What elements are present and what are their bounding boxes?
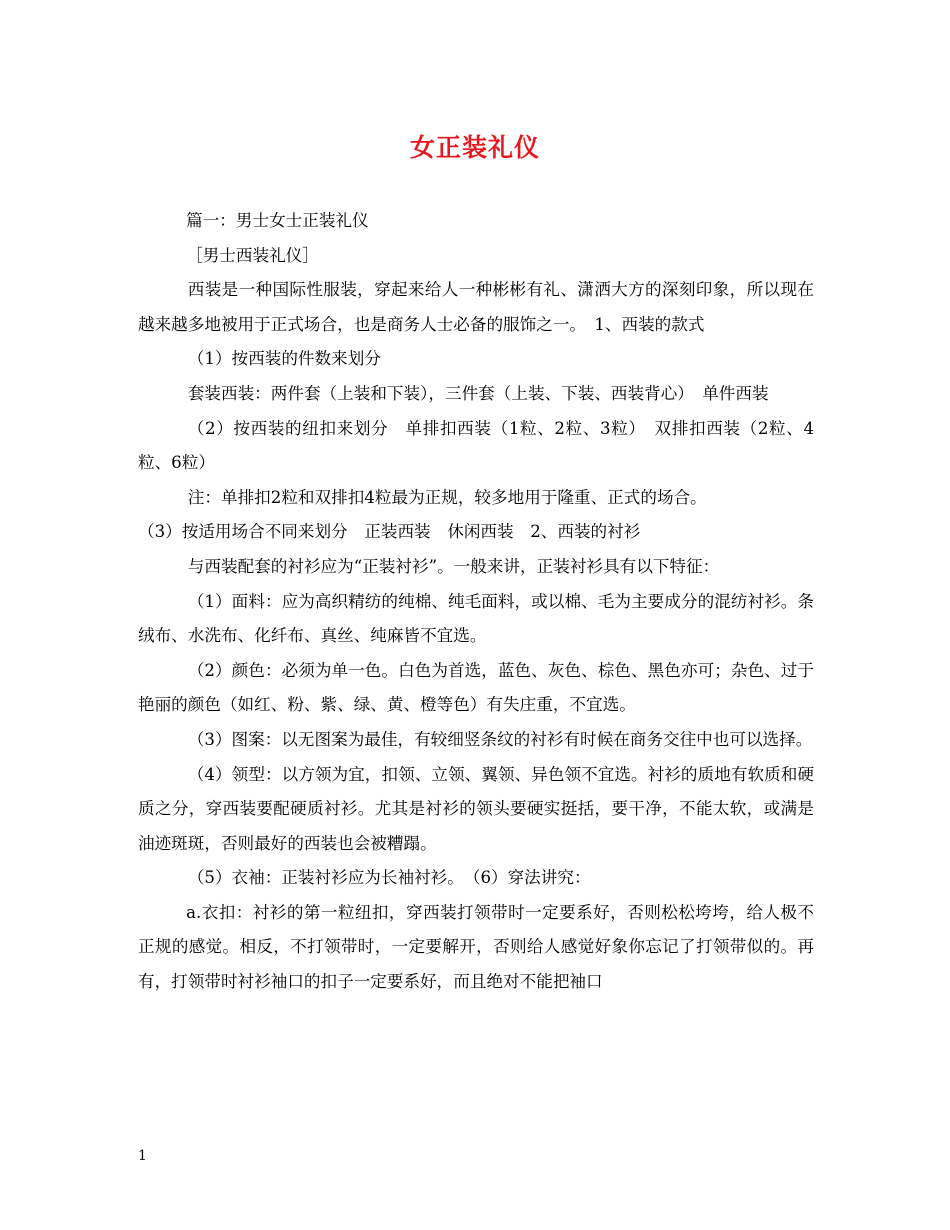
- paragraph: ［男士西装礼仪］: [186, 245, 319, 265]
- paragraph: 篇一：男士女士正装礼仪: [186, 211, 369, 230]
- paragraph: （1）面料：应为高织精纺的纯棉、纯毛面料，或以棉、毛为主要成分的混纺衬衫。条绒布、水洗布、化纤布、真丝、纯麻皆不宜选。: [138, 591, 814, 646]
- paragraph: （1）按西装的件数来划分: [187, 349, 381, 369]
- paragraph: 套装西装：两件套（上装和下装），三件套（上装、下装、西装背心） 单件西装: [187, 383, 769, 403]
- paragraph: （3）图案：以无图案为最佳，有较细竖条纹的衬衫有时候在商务交往中也可以选择。: [187, 729, 813, 749]
- document-title: 女正装礼仪: [409, 133, 540, 162]
- page-number: 1: [138, 1148, 147, 1164]
- paragraph: 与西装配套的衬衫应为“正装衬衫”。一般来讲，正装衬衫具有以下特征：: [187, 556, 720, 576]
- paragraph: a.衣扣：衬衫的第一粒纽扣，穿西装打领带时一定要系好，否则松松垮垮，给人极不正规的感觉。相反，不打领带时，一定要解开，否则给人感觉好象你忘记了打领带似的。再有，打领带时衬衫袖口的扣子一定要系好，而且绝对不能把袖口: [138, 902, 814, 992]
- paragraph: （5）衣袖：正装衬衫应为长袖衬衫。 （6）穿法讲究：: [187, 868, 591, 888]
- paragraph: （2）按西装的纽扣来划分 单排扣西装（1粒、2粒、3粒） 双排扣西装（2粒、4粒、6粒）: [138, 418, 814, 473]
- paragraph: 注：单排扣2粒和双排扣4粒最为正规，较多地用于隆重、正式的场合。: [187, 487, 707, 507]
- paragraph: （3）按适用场合不同来划分 正装西装 休闲西装 2、西装的衬衫: [138, 522, 641, 542]
- paragraph: （2）颜色：必须为单一色。白色为首选，蓝色、灰色、棕色、黑色亦可；杂色、过于艳丽的颜色（如红、粉、紫、绿、黄、橙等色）有失庄重，不宜选。: [138, 660, 814, 715]
- document-body: [138, 204, 814, 1000]
- paragraph: 西装是一种国际性服装，穿起来给人一种彬彬有礼、潇洒大方的深刻印象，所以现在越来越多地被用于正式场合，也是商务人士必备的服饰之一。 1、西装的款式: [138, 280, 814, 334]
- paragraph: （4）领型：以方领为宜，扣领、立领、翼领、异色领不宜选。衬衫的质地有软质和硬质之分，穿西装要配硬质衬衫。尤其是衬衫的领头要硬实挺括，要干净，不能太软，或满是油迹斑斑，否则最好的西装也会被糟蹋。: [138, 764, 814, 853]
